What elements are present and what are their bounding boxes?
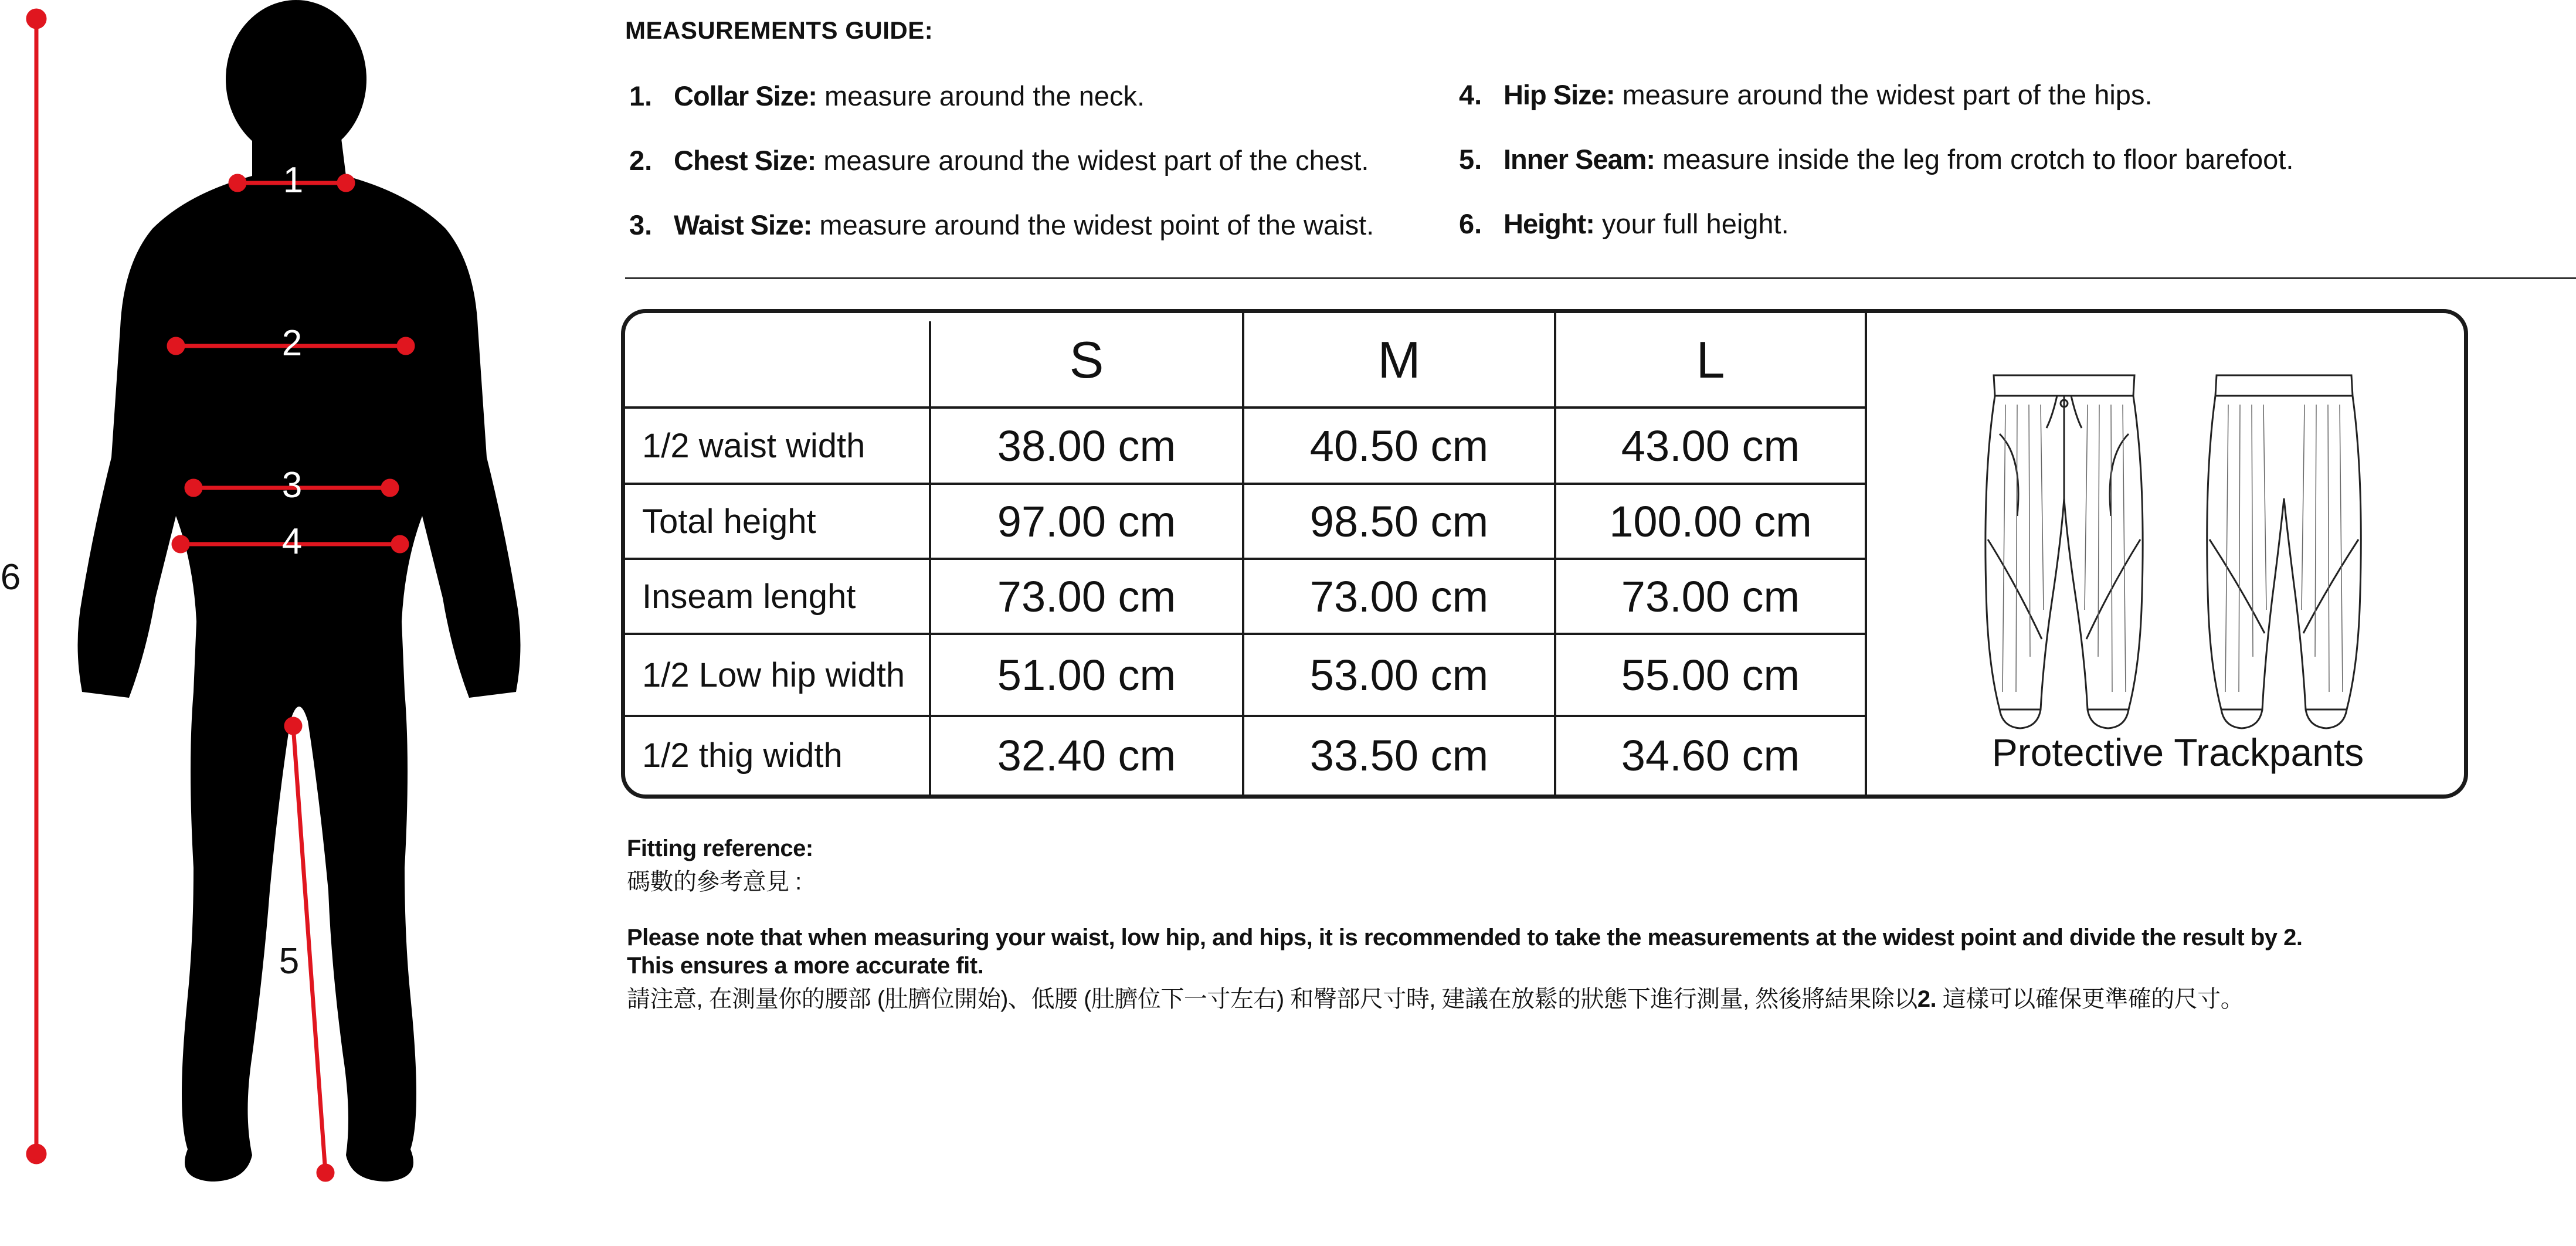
measurement-note-zh xyxy=(627,980,2244,1014)
figure-label-inseam: 5 xyxy=(279,941,300,982)
section-divider xyxy=(625,277,2576,279)
fitting-reference-en: Fitting reference: xyxy=(627,836,813,861)
guide-item-number: 6. xyxy=(1459,208,1482,239)
value-waist-s: 38.00 cm xyxy=(997,421,1176,470)
row-label-total-height: Total height xyxy=(642,502,816,541)
guide-item-hip xyxy=(1459,79,2153,111)
guide-item-term: Hip Size: xyxy=(1503,79,1615,110)
row-label-low-hip-width: 1/2 Low hip width xyxy=(642,656,905,694)
trackpants-illustration xyxy=(1976,364,2387,739)
value-thigh-m: 33.50 cm xyxy=(1309,731,1489,780)
value-thigh-l: 34.60 cm xyxy=(1621,731,1800,780)
value-lowhip-s: 51.00 cm xyxy=(997,650,1176,700)
guide-item-description: measure around the widest part of the chest. xyxy=(816,145,1369,176)
guide-item-term: Waist Size: xyxy=(674,209,812,240)
guide-item-description: measure around the neck. xyxy=(816,80,1145,111)
guide-item-description: your full height. xyxy=(1594,208,1789,239)
value-lowhip-l: 55.00 cm xyxy=(1621,650,1800,700)
value-thigh-s: 32.40 cm xyxy=(997,731,1176,780)
product-name: Protective Trackpants xyxy=(1991,731,2364,774)
guide-item-term: Collar Size: xyxy=(674,80,817,111)
guide-item-waist xyxy=(629,209,1374,241)
figure-label-waist: 3 xyxy=(281,465,303,505)
guide-item-collar xyxy=(629,80,1145,112)
guide-item-inseam xyxy=(1459,143,2293,175)
guide-item-term: Inner Seam: xyxy=(1503,144,1655,175)
value-inseam-m: 73.00 cm xyxy=(1309,572,1489,621)
measurement-note-zh-divisor: 2. xyxy=(1917,986,1937,1012)
size-header-l: L xyxy=(1696,331,1725,389)
guide-item-number: 3. xyxy=(629,209,653,240)
measurement-note-zh-part2: 這樣可以確保更準確的尺寸。 xyxy=(1936,986,2244,1012)
value-inseam-s: 73.00 cm xyxy=(997,572,1176,621)
row-label-waist-width: 1/2 waist width xyxy=(642,426,866,465)
guide-item-number: 1. xyxy=(629,80,653,111)
guide-item-number: 4. xyxy=(1459,79,1482,110)
fitting-reference-zh: 碼數的參考意見 : xyxy=(627,869,802,895)
row-label-thigh-width: 1/2 thig width xyxy=(642,736,843,775)
value-waist-l: 43.00 cm xyxy=(1621,421,1800,470)
guide-item-description: measure inside the leg from crotch to floor barefoot. xyxy=(1655,144,2294,175)
table-divider xyxy=(1865,311,1867,796)
value-height-l: 100.00 cm xyxy=(1609,497,1812,546)
guide-title: MEASUREMENTS GUIDE: xyxy=(625,16,934,44)
figure-label-hip: 4 xyxy=(281,521,303,562)
guide-item-description: measure around the widest point of the waist. xyxy=(812,209,1374,240)
body-measurement-figure xyxy=(0,0,586,1208)
figure-label-chest: 2 xyxy=(281,323,303,364)
guide-item-description: measure around the widest part of the hips. xyxy=(1614,79,2153,110)
guide-item-term: Height: xyxy=(1503,208,1594,239)
value-inseam-l: 73.00 cm xyxy=(1621,572,1800,621)
guide-item-chest xyxy=(629,144,1369,176)
value-lowhip-m: 53.00 cm xyxy=(1309,650,1489,700)
value-waist-m: 40.50 cm xyxy=(1309,421,1489,470)
value-height-s: 97.00 cm xyxy=(997,497,1176,546)
row-label-inseam-length: Inseam lenght xyxy=(642,577,856,616)
measurement-note-en-line1: Please note that when measuring your waist, low hip, and hips, it is recommended to take the measurements at the widest point and divide the result by 2. xyxy=(627,925,2303,950)
measurement-note-zh-part1: 請注意, 在測量你的腰部 (肚臍位開始)、低腰 (肚臍位下一寸左右) 和臀部尺寸時, 建議在放鬆的狀態下進行測量, 然後將結果除以 xyxy=(627,986,1917,1012)
figure-label-collar: 1 xyxy=(283,160,304,201)
measurement-note-en-line2: This ensures a more accurate fit. xyxy=(627,953,984,979)
guide-item-number: 2. xyxy=(629,145,653,176)
size-header-s: S xyxy=(1069,331,1104,389)
value-height-m: 98.50 cm xyxy=(1309,497,1489,546)
figure-label-height: 6 xyxy=(0,557,21,597)
guide-item-number: 5. xyxy=(1459,144,1482,175)
guide-item-term: Chest Size: xyxy=(674,145,816,176)
size-header-m: M xyxy=(1377,331,1421,389)
guide-item-height xyxy=(1459,208,1789,240)
